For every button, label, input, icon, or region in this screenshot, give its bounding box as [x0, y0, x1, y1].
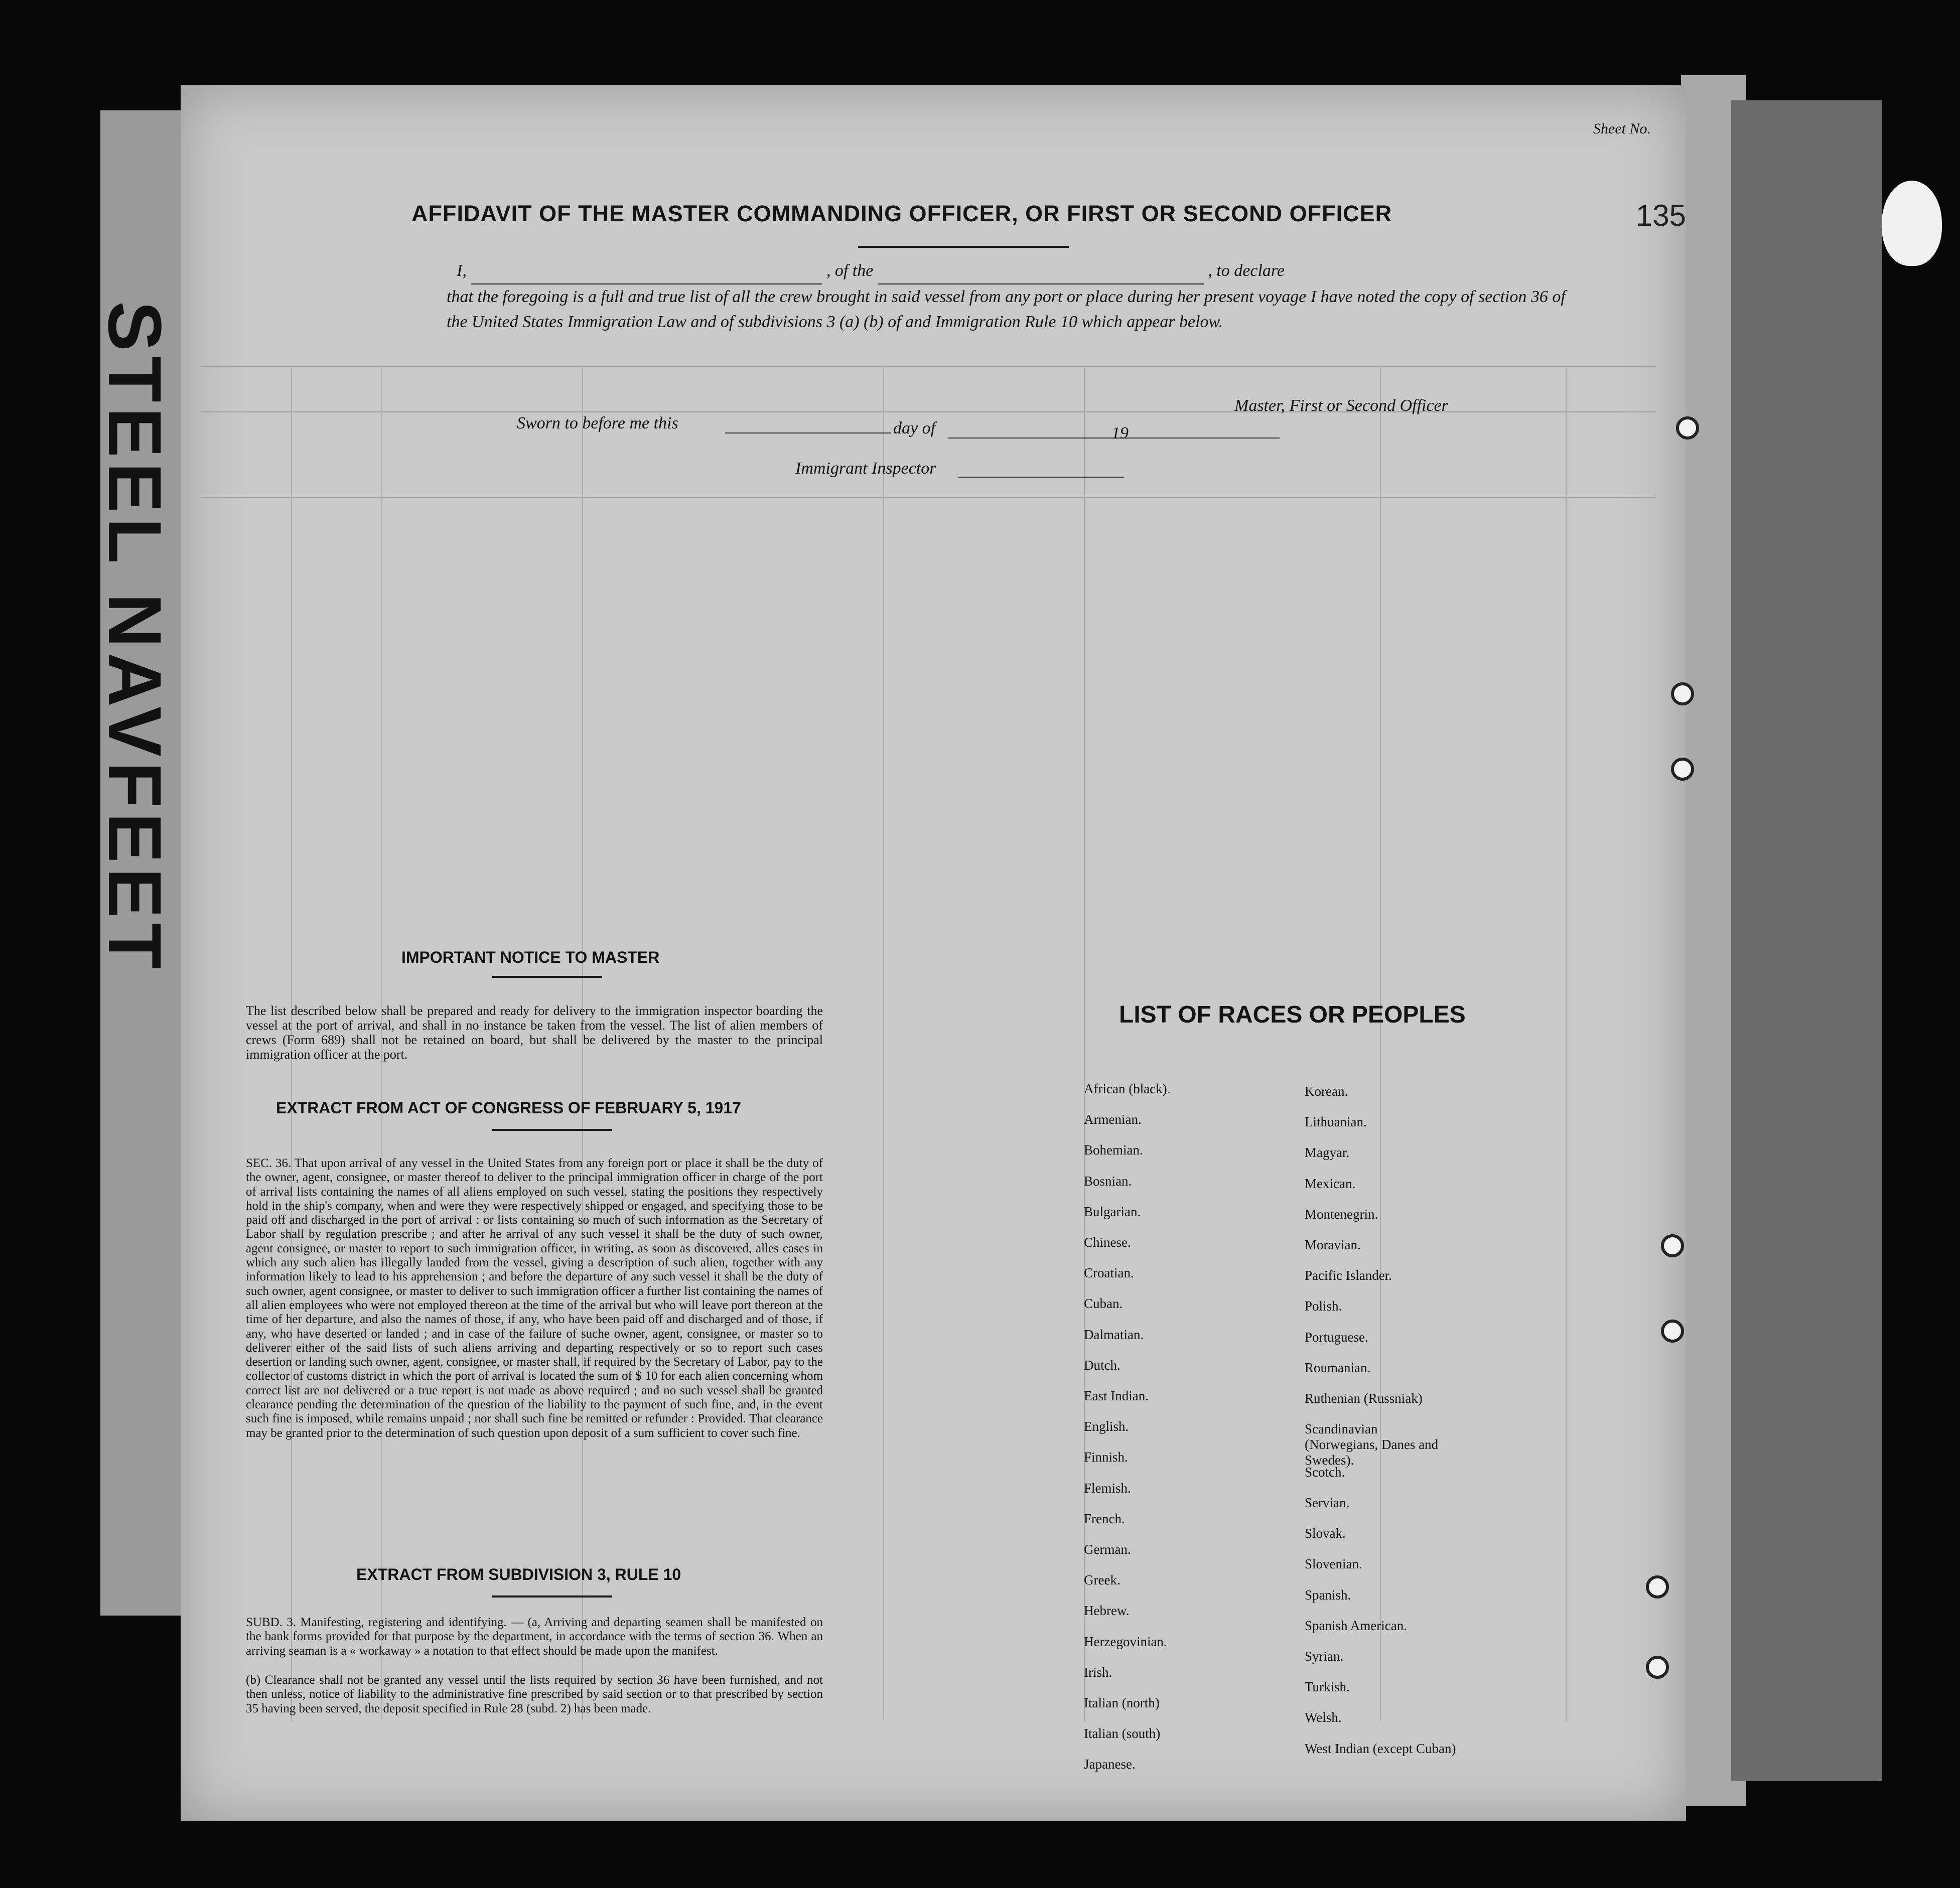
vessel-blank — [878, 258, 1204, 284]
race-item: English. — [1084, 1419, 1129, 1434]
declaration-text — [447, 258, 1586, 335]
extract-rule-underline — [492, 1595, 612, 1597]
race-item: Dutch. — [1084, 1357, 1121, 1373]
race-item: Portuguese. — [1305, 1329, 1368, 1345]
binder-hole — [1661, 1234, 1684, 1257]
binder-hole — [1646, 1575, 1669, 1599]
race-item: Cuban. — [1084, 1296, 1123, 1312]
extract-act-text: SEC. 36. That upon arrival of any vessel in the United States from any foreign port or place it shall be the duty of the owner, agent, consignee, or master thereof to deliver to the principal immigration officer in charge of the port of arrival lists containing the names of all aliens employed on such vessel, stating the positions they respectively hold in the ship's company, when and were they were respectively shipped or engaged, and specifying those to be paid off and discharged in the port of arrival : or lists containing so much of such information as the Secretary of Labor shall by regulation prescribe ; and after he arrival of any such vessel it shall be the duty of such owner, agent consignee, or master to report to such immigration officer, in writing, as soon as discovered, alles cases in which any such alien has illegally landed from the vessel, giving a description of such alien, together with any information likely to lead to his apprehension ; and before the departure of any such vessel it shall be the duty of such owner, agent consignee, or master to deliver to such immigration officer a further list containing the names of all alien employees who were not employed thereon at the time of the arrival but who will leave port thereon at the time of her departure, and also the names of those, if any, who have been paid off and discharged and of those, if any, who have deserted or landed ; and in case of the failure of suche owner, agent, consignee, or master so to deliverer either of the said lists of such aliens arriving and departing respectively or so to report such cases desertion or landing such owner, agent, consignee, or master shall, if required by the Secretary of Labor, pay to the collector of customs district in which the port of arrival is located the sum of $ 10 for each alien concerning whom correct list are not delivered or a true report is not made as above required ; and no such vessel shall be granted clearance pending the determination of the question of the liability to the payment of such fine, and, in the event such fine is imposed, while remains unpaid ; nor shall such fine be remitted or refunder : Provided. That clearance may be granted prior to the determination of such question upon deposit of a sum sufficient to cover such fine. — [246, 1156, 823, 1440]
extract-act-underline — [492, 1129, 612, 1131]
race-item: Slovenian. — [1305, 1556, 1362, 1572]
notice-title: IMPORTANT NOTICE TO MASTER — [401, 948, 660, 966]
notice-text: The list described below shall be prepared and ready for delivery to the immigration inspector boarding the vessel at the port of arrival, and shall in no instance be taken from the vessel. The list of alien members of crews (Form 689) shall not be retained on board, but shall be delivered by the master to the principal immigration officer at the port. — [246, 1003, 823, 1062]
race-item: Mexican. — [1305, 1176, 1356, 1191]
race-item: Japanese. — [1084, 1757, 1136, 1772]
race-item: Ruthenian (Russniak) — [1305, 1391, 1423, 1406]
title-underline — [858, 246, 1069, 248]
binder-hole — [1671, 682, 1694, 705]
manifest-page — [181, 85, 1686, 1821]
extract-rule-title: EXTRACT FROM SUBDIVISION 3, RULE 10 — [356, 1565, 681, 1583]
race-item: West Indian (except Cuban) — [1305, 1740, 1456, 1756]
race-item: Montenegrin. — [1305, 1206, 1378, 1222]
inspector-line — [958, 477, 1124, 478]
race-item: Spanish American. — [1305, 1618, 1407, 1633]
race-item: Syrian. — [1305, 1649, 1344, 1664]
race-item: Hebrew. — [1084, 1603, 1130, 1619]
declaration-to-declare-label: , to declare — [1208, 261, 1285, 280]
race-item: Dalmatian. — [1084, 1327, 1144, 1342]
race-item: Herzegovinian. — [1084, 1634, 1167, 1649]
back-sheet — [1731, 100, 1882, 1781]
race-item: Flemish. — [1084, 1480, 1131, 1496]
binder-hole — [1646, 1656, 1669, 1679]
race-item: Scotch. — [1305, 1464, 1345, 1480]
sworn-label: Sworn to before me this — [517, 414, 678, 432]
year-label: 19 — [1111, 424, 1129, 443]
affidavit-overlay — [191, 125, 1676, 1771]
sworn-date-line — [725, 432, 891, 433]
declaration-of-the-label: , of the — [826, 261, 874, 280]
binder-hole — [1661, 1320, 1684, 1343]
race-item: Bohemian. — [1084, 1142, 1143, 1158]
race-item: German. — [1084, 1542, 1131, 1557]
sheet-number-stamp — [1882, 181, 1942, 266]
name-blank — [471, 258, 822, 284]
race-item: Roumanian. — [1305, 1360, 1371, 1375]
extract-rule-text-a: SUBD. 3. Manifesting, registering and identifying. — (a, Arriving and departing seamen shall be manifested on the bank forms provided for that purpose by the department, in accordance with the terms of section 36. When an arriving seaman is a « workaway » a notation to that effect should be made upon the manifest. — [246, 1616, 823, 1658]
declaration-i-label: I, — [457, 261, 467, 280]
race-item: Moravian. — [1305, 1237, 1361, 1252]
race-item: Greek. — [1084, 1572, 1121, 1588]
race-item: Irish. — [1084, 1664, 1112, 1680]
affidavit-title: AFFIDAVIT OF THE MASTER COMMANDING OFFICER, OR FIRST OR SECOND OFFICER — [411, 201, 1392, 226]
race-item: Korean. — [1305, 1084, 1348, 1099]
race-item: Welsh. — [1305, 1710, 1342, 1725]
race-item: Italian (south) — [1084, 1726, 1161, 1741]
binder-hole — [1676, 416, 1699, 440]
race-item: Pacific Islander. — [1305, 1268, 1392, 1283]
race-item: Italian (north) — [1084, 1695, 1160, 1710]
race-item: Finnish. — [1084, 1449, 1128, 1465]
race-item: Scandinavian (Norwegians, Danes and Swedes). — [1305, 1421, 1439, 1468]
inspector-label: Immigrant Inspector — [795, 459, 936, 478]
race-item: Armenian. — [1084, 1112, 1142, 1127]
race-item: Chinese. — [1084, 1235, 1131, 1250]
sheet-number: 135 — [1635, 199, 1686, 232]
extract-rule-text-b: (b) Clearance shall not be granted any vessel until the lists required by section 36 have been furnished, and not then unless, notice of liability to the administrative fine prescribed by said section or to that prescribed by section 35 having been served, the deposit specified in Rule 28 (subd. 2) has been made. — [246, 1673, 823, 1715]
master-signature-label: Master, First or Second Officer — [1234, 396, 1448, 415]
sheet-number-label: Sheet No. — [1593, 120, 1651, 137]
race-item: Spanish. — [1305, 1587, 1351, 1603]
race-item: Servian. — [1305, 1495, 1350, 1511]
notice-underline — [492, 976, 602, 978]
race-item: French. — [1084, 1511, 1125, 1526]
race-item: Slovak. — [1305, 1526, 1346, 1541]
races-title: LIST OF RACES OR PEOPLES — [1119, 1001, 1466, 1028]
race-item: East Indian. — [1084, 1388, 1149, 1403]
race-item: Bulgarian. — [1084, 1204, 1141, 1219]
binder-hole — [1671, 758, 1694, 781]
side-strip-text: STEEL NAVFEET — [93, 301, 177, 974]
race-item: African (black). — [1084, 1081, 1171, 1096]
race-item: Magyar. — [1305, 1145, 1350, 1160]
day-of-label: day of — [893, 419, 936, 438]
race-item: Polish. — [1305, 1298, 1342, 1314]
race-item: Lithuanian. — [1305, 1114, 1367, 1130]
extract-act-title: EXTRACT FROM ACT OF CONGRESS OF FEBRUARY 5, 1917 — [276, 1099, 741, 1117]
race-item: Croatian. — [1084, 1265, 1134, 1281]
race-item: Turkish. — [1305, 1679, 1350, 1695]
declaration-body: that the foregoing is a full and true list of all the crew brought in said vessel from any port or place during her present voyage I have noted the copy of section 36 of the United States Immigration Law and of subdivisions 3 (a) (b) of and Immigration Rule 10 which appear below. — [447, 287, 1566, 331]
race-item: Bosnian. — [1084, 1173, 1132, 1189]
